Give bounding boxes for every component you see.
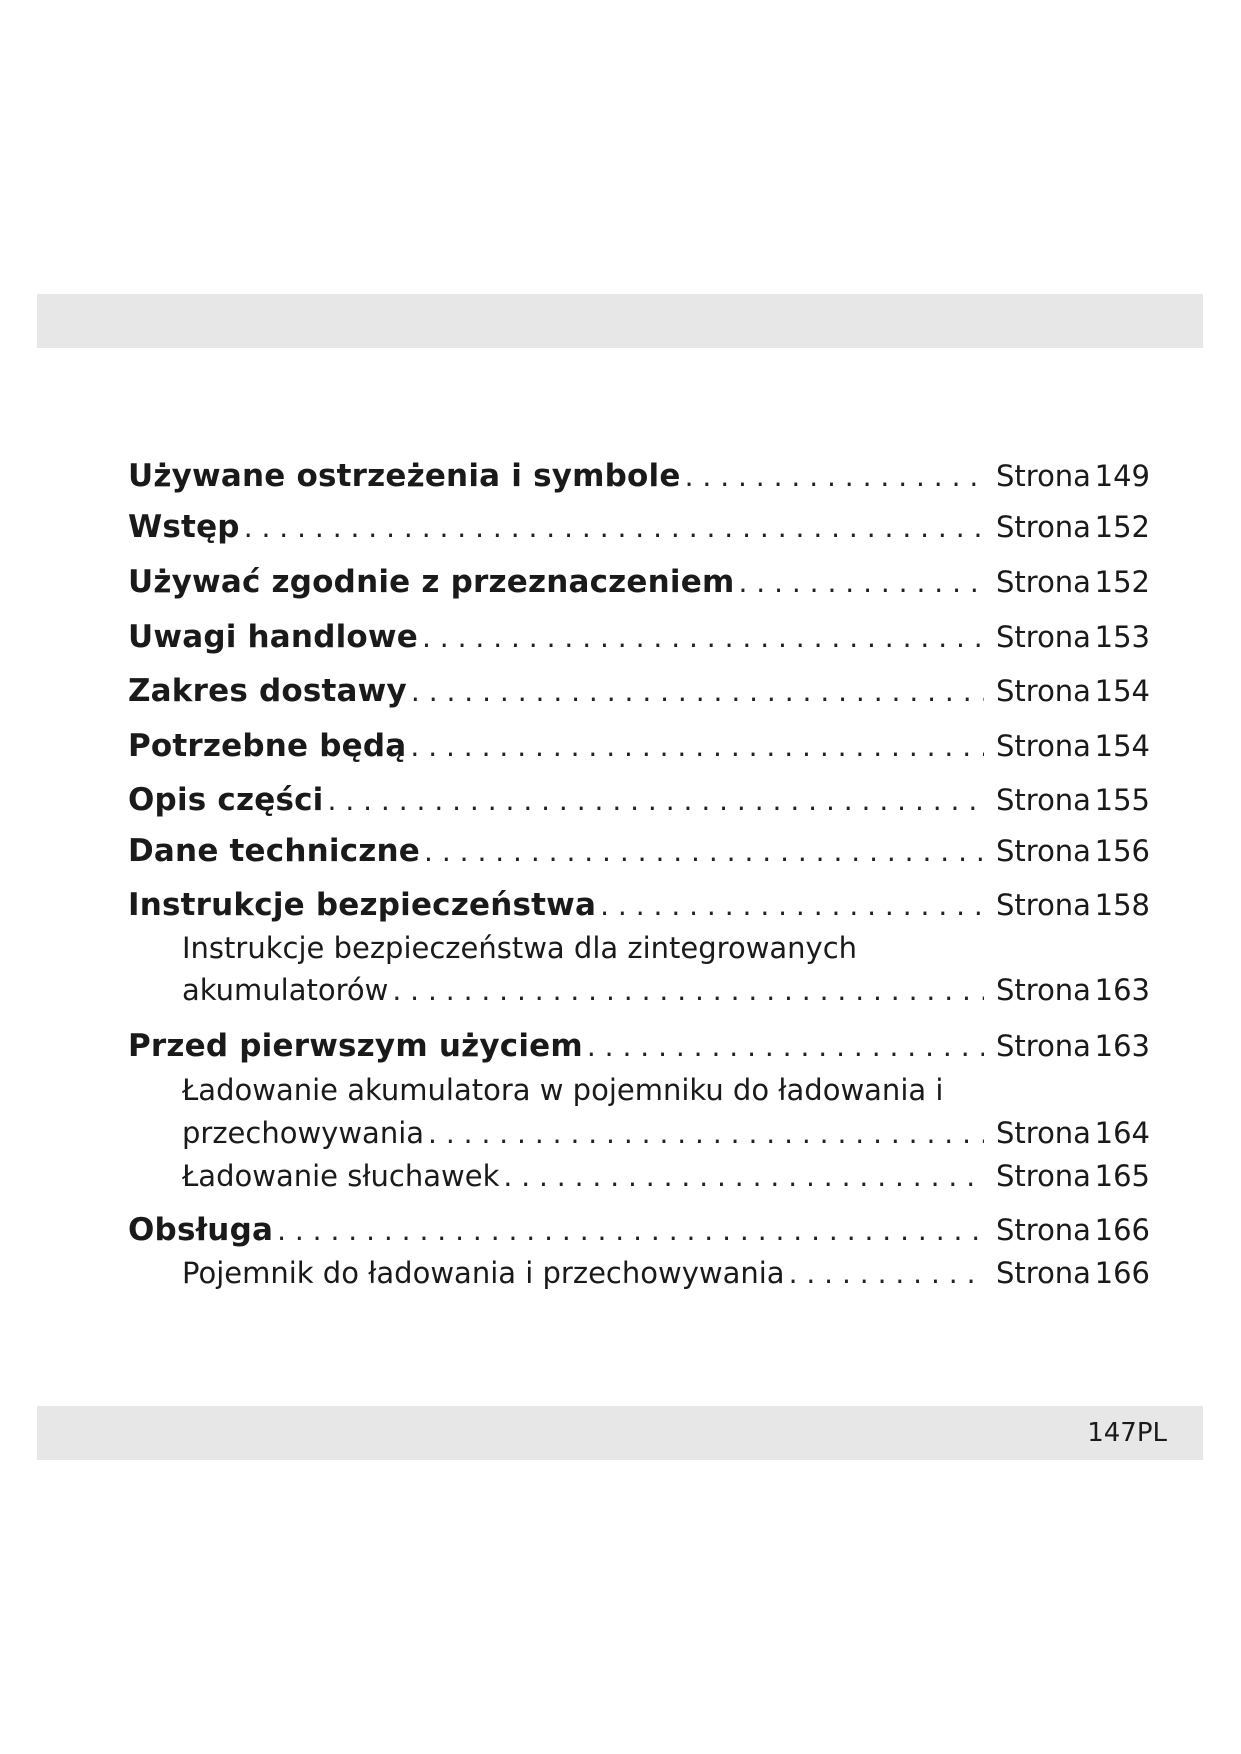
dot-leader <box>789 1257 984 1290</box>
toc-page-number: 166 <box>1094 1256 1150 1290</box>
toc-entry[interactable] <box>128 1212 1150 1248</box>
toc-entry-title: Uwagi handlowe <box>128 619 418 655</box>
toc-page-label: Strona <box>996 674 1091 708</box>
toc-entry-title: Obsługa <box>128 1212 274 1248</box>
toc-page-label: Strona <box>996 565 1091 599</box>
toc-subentry-title: Instrukcje bezpieczeństwa dla zintegrowanych <box>182 931 858 965</box>
toc-entry[interactable] <box>128 833 1150 869</box>
toc-entry-title: Wstęp <box>128 509 240 545</box>
dot-leader <box>410 730 984 763</box>
toc-subentry[interactable] <box>182 973 1150 1007</box>
toc-entry[interactable] <box>128 728 1150 764</box>
toc-page-label: Strona <box>996 888 1091 922</box>
toc-subentry[interactable] <box>182 1116 1150 1150</box>
toc-subentry-first-line[interactable] <box>182 931 1150 965</box>
toc-page-number: 153 <box>1094 620 1150 654</box>
dot-leader <box>422 621 984 654</box>
toc-entry-title: Przed pierwszym użyciem <box>128 1028 583 1064</box>
toc-page-label: Strona <box>996 1159 1091 1193</box>
dot-leader <box>424 835 984 868</box>
toc-subentry-title: Ładowanie akumulatora w pojemniku do ładowania i <box>182 1073 944 1107</box>
toc-subentry[interactable] <box>182 1256 1150 1290</box>
toc-page-label: Strona <box>996 459 1091 493</box>
toc-entry-title: Używane ostrzeżenia i symbole <box>128 458 681 494</box>
toc-page-number: 156 <box>1094 834 1150 868</box>
toc-page-label: Strona <box>996 1029 1091 1063</box>
toc-page-label: Strona <box>996 783 1091 817</box>
dot-leader <box>587 1030 984 1063</box>
toc-entry[interactable] <box>128 1028 1150 1064</box>
toc-subentry-title: Ładowanie słuchawek <box>182 1159 500 1193</box>
dot-leader <box>600 889 984 922</box>
toc-page-number: 165 <box>1094 1159 1150 1193</box>
toc-page-label: Strona <box>996 620 1091 654</box>
toc-page-number: 152 <box>1094 510 1150 544</box>
toc-entry[interactable] <box>128 509 1150 545</box>
dot-leader <box>738 566 984 599</box>
toc-page-number: 158 <box>1094 888 1150 922</box>
toc-page-number: 149 <box>1094 459 1150 493</box>
toc-subentry-title: akumulatorów <box>182 973 389 1007</box>
dot-leader <box>328 784 984 817</box>
dot-leader <box>411 675 984 708</box>
toc-page-number: 163 <box>1094 973 1150 1007</box>
toc-entry-title: Opis części <box>128 782 324 818</box>
dot-leader <box>503 1160 984 1193</box>
toc-page-label: Strona <box>996 1256 1091 1290</box>
toc-page-label: Strona <box>996 1213 1091 1247</box>
dot-leader <box>685 460 984 493</box>
toc-entry[interactable] <box>128 673 1150 709</box>
toc-entry[interactable] <box>128 458 1150 494</box>
header-band <box>37 294 1203 348</box>
toc-page-number: 152 <box>1094 565 1150 599</box>
toc-page-number: 154 <box>1094 674 1150 708</box>
toc-entry-title: Dane techniczne <box>128 833 421 869</box>
toc-entry[interactable] <box>128 782 1150 818</box>
toc-entry-title: Instrukcje bezpieczeństwa <box>128 887 597 923</box>
toc-page-label: Strona <box>996 510 1091 544</box>
dot-leader <box>428 1117 984 1150</box>
dot-leader <box>277 1214 984 1247</box>
toc-page-label: Strona <box>996 729 1091 763</box>
page-number: 147PL <box>1087 1418 1167 1448</box>
toc-entry[interactable] <box>128 887 1150 923</box>
toc-page-label: Strona <box>996 834 1091 868</box>
toc-entry[interactable] <box>128 619 1150 655</box>
toc-page-number: 154 <box>1094 729 1150 763</box>
toc-subentry[interactable] <box>182 1159 1150 1193</box>
toc-page-label: Strona <box>996 1116 1091 1150</box>
toc-entry-title: Używać zgodnie z przeznaczeniem <box>128 564 735 600</box>
toc-entry[interactable] <box>128 564 1150 600</box>
toc-subentry-title: Pojemnik do ładowania i przechowywania <box>182 1256 785 1290</box>
toc-page-number: 163 <box>1094 1029 1150 1063</box>
toc-page-number: 155 <box>1094 783 1150 817</box>
toc-entry-title: Zakres dostawy <box>128 673 407 709</box>
toc-subentry-first-line[interactable] <box>182 1073 1150 1107</box>
toc-subentry-title: przechowywania <box>182 1116 425 1150</box>
dot-leader <box>244 511 984 544</box>
toc-page-number: 166 <box>1094 1213 1150 1247</box>
footer-band <box>37 1406 1203 1460</box>
dot-leader <box>392 974 984 1007</box>
toc-entry-title: Potrzebne będą <box>128 728 407 764</box>
toc-page-label: Strona <box>996 973 1091 1007</box>
toc-page-number: 164 <box>1094 1116 1150 1150</box>
